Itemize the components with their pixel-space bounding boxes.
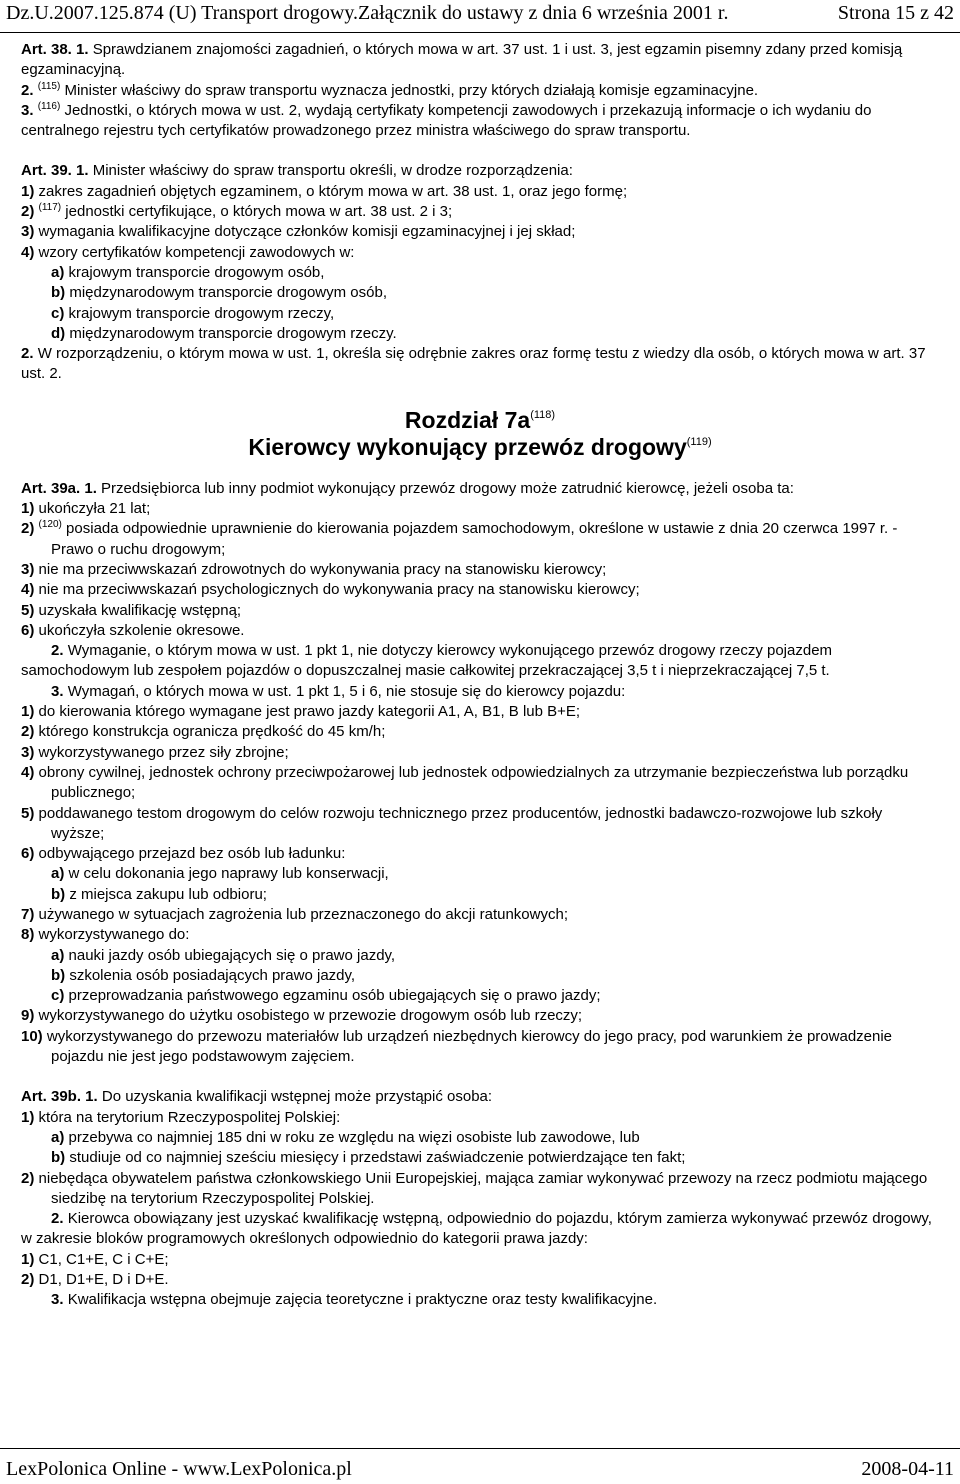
document-body <box>21 40 939 1311</box>
page-number: Strona 15 z 42 <box>837 2 954 24</box>
art39a-exempt8: 8) wykorzystywanego do: <box>21 926 190 944</box>
art39a-exempt10: 10) wykorzystywanego do przewozu materiałów lub urządzeń niezbędnych kierowcy do jego pracy, pod warunkiem że prowadzenie pojazdu nie jest jego podstawowym zajęciem. <box>21 1027 893 1066</box>
art39a-item1: 1) ukończyła 21 lat; <box>21 500 151 518</box>
art39b-cat1: 1) C1, C1+E, C i C+E; <box>21 1250 169 1268</box>
art39-item4-b: b) międzynarodowym transporcie drogowym osób, <box>51 284 387 302</box>
art39a-exempt6-b: b) z miejsca zakupu lub odbioru; <box>51 885 267 903</box>
art39-item4-a: a) krajowym transporcie drogowym osób, <box>51 263 325 281</box>
art39a-exempt8-a: a) nauki jazdy osób ubiegających się o prawo jazdy, <box>51 946 396 964</box>
art39b-item2: 2) niebędąca obywatelem państwa członkowskiego Unii Europejskiej, mająca zamiar wykonywać przewozy na rzecz podmiotu mającego siedzibę na terytorium Rzeczypospolitej Polskiej. <box>21 1169 928 1207</box>
footer-divider <box>0 1448 960 1449</box>
document-title: Dz.U.2007.125.874 (U) Transport drogowy.Załącznik do ustawy z dnia 6 września 2001 r. <box>6 2 729 24</box>
art39a-item2: 2) $^{(120)}$ posiada odpowiednie uprawnienie do kierowania pojazdem samochodowym, określone w ustawie z dnia 20 czerwca 1997 r. - Prawo o ruchu drogowym; <box>21 519 898 558</box>
art39-par1: Art. 39. 1. Minister właściwy do spraw transportu określi, w drodze rozporządzenia: <box>21 162 573 180</box>
art39a-exempt9: 9) wykorzystywanego do użytku osobistego w przewozie drogowym osób lub rzeczy; <box>21 1007 583 1025</box>
art39b-item1-b: b) studiuje od co najmniej sześciu miesięcy i przedstawi zaświadczenie potwierdzające ten fakt; <box>51 1149 686 1167</box>
art39a-exempt5: 5) poddawanego testom drogowym do celów rozwoju technicznego przez producentów, jednostki badawczo-rozwojowe lub szkoły wyższe; <box>21 804 883 842</box>
art39a-exempt1: 1) do kierowania którego wymagane jest prawo jazdy kategorii A1, A, B1, B lub B+E; <box>21 703 581 721</box>
art39-item1: 1) zakres zagadnień objętych egzaminem, o którym mowa w art. 38 ust. 1, oraz jego formę; <box>21 182 628 200</box>
art39a-par1: Art. 39a. 1. Przedsiębiorca lub inny podmiot wykonujący przewóz drogowy może zatrudnić kierowcę, jeżeli osoba ta: <box>21 479 794 497</box>
art39a-exempt2: 2) którego konstrukcja ogranicza prędkość do 45 km/h; <box>21 723 386 741</box>
art39b-par2: 2. Kierowca obowiązany jest uzyskać kwalifikację wstępną, odpowiednio do pojazdu, którym zamierza wykonywać przewóz drogowy, w zakresie bloków programowych określonych odpowiednio do kategorii prawa jazdy: <box>21 1210 932 1248</box>
art39-item4: 4) wzory certyfikatów kompetencji zawodowych w: <box>21 243 355 261</box>
art39a-exempt8-c: c) przeprowadzania państwowego egzaminu osób ubiegających się o prawo jazdy; <box>51 987 601 1005</box>
footer-source: LexPolonica Online - www.LexPolonica.pl <box>6 1458 352 1480</box>
art39-item3: 3) wymagania kwalifikacyjne dotyczące członków komisji egzaminacyjnej i jej skład; <box>21 223 576 241</box>
art39-item4-d: d) międzynarodowym transporcie drogowym rzeczy. <box>51 324 397 342</box>
art39-par2: 2. W rozporządzeniu, o którym mowa w ust. 1, określa się odrębnie zakres oraz formę testu z wiedzy dla osób, o których mowa w art. 37 ust. 2. <box>21 345 926 383</box>
art38-par1: Art. 38. 1. Sprawdzianem znajomości zagadnień, o których mowa w art. 37 ust. 1 i ust. 3, jest egzamin pisemny zdany przed komisją egzaminacyjną. <box>21 41 903 79</box>
art39b-cat2: 2) D1, D1+E, D i D+E. <box>21 1271 169 1289</box>
art39-item4-c: c) krajowym transporcie drogowym rzeczy, <box>51 304 335 322</box>
art39a-item5: 5) uzyskała kwalifikację wstępną; <box>21 601 242 619</box>
art39a-item6: 6) ukończyła szkolenie okresowe. <box>21 621 245 639</box>
art39a-par2: 2. Wymaganie, o którym mowa w ust. 1 pkt 1, nie dotyczy kierowcy wykonującego przewóz drogowy rzeczy pojazdem samochodowym lub zespołem pojazdów o dopuszczalnej masie całkowitej przekraczającej 3,5 t i nieprzekraczającej 7,5 t. <box>21 642 833 680</box>
art39b-item1-a: a) przebywa co najmniej 185 dni w roku ze względu na więzi osobiste lub zawodowe, lub <box>51 1128 640 1146</box>
page-footer <box>6 1457 954 1483</box>
art39a-par3: 3. Wymagań, o których mowa w ust. 1 pkt 1, 5 i 6, nie stosuje się do kierowcy pojazdu: <box>51 682 626 700</box>
art39a-exempt7: 7) używanego w sytuacjach zagrożenia lub przeznaczonego do akcji ratunkowych; <box>21 905 568 923</box>
art39b-par1: Art. 39b. 1. Do uzyskania kwalifikacji wstępnej może przystąpić osoba: <box>21 1088 493 1106</box>
header-divider <box>0 32 960 33</box>
art38-par3: 3. $^{(116)}$ Jednostki, o których mowa w ust. 2, wydają certyfikaty kompetencji zawodowych i przekazują informacje o ich wydaniu do centralnego rejestru tych certyfikatów prowadzonego przez ministra właściwego do spraw transportu. <box>21 100 872 140</box>
footer-date: 2008-04-11 <box>861 1458 954 1480</box>
art39b-item1: 1) która na terytorium Rzeczypospolitej Polskiej: <box>21 1108 341 1126</box>
art39a-exempt3: 3) wykorzystywanego przez siły zbrojne; <box>21 743 289 761</box>
art39-item2: 2) $^{(117)}$ jednostki certyfikujące, o których mowa w art. 38 ust. 2 i 3; <box>21 202 453 221</box>
art39a-exempt8-b: b) szkolenia osób posiadających prawo jazdy, <box>51 966 356 984</box>
page-header <box>6 1 954 29</box>
chapter-subtitle: Kierowcy wykonujący przewóz drogowy$^{(119)}$ <box>248 433 712 460</box>
art39a-exempt6: 6) odbywającego przejazd bez osób lub ładunku: <box>21 845 346 863</box>
art39a-item4: 4) nie ma przeciwwskazań psychologicznych do wykonywania pracy na stanowisku kierowcy; <box>21 581 640 599</box>
chapter-title: Rozdział $7a^{(118)}$ <box>404 406 556 433</box>
art39a-item3: 3) nie ma przeciwwskazań zdrowotnych do wykonywania pracy na stanowisku kierowcy; <box>21 560 607 578</box>
art39a-exempt6-a: a) w celu dokonania jego naprawy lub konserwacji, <box>51 865 389 883</box>
art39b-par3: 3. Kwalifikacja wstępna obejmuje zajęcia teoretyczne i praktyczne oraz testy kwalifikacyjne. <box>51 1291 658 1309</box>
art39a-exempt4: 4) obrony cywilnej, jednostek ochrony przeciwpożarowej lub jednostek odpowiedzialnych za utrzymanie bezpieczeństwa lub porządku publicznego; <box>21 763 909 802</box>
art38-par2: 2. $^{(115)}$ Minister właściwy do spraw transportu wyznacza jednostki, przy których działają komisje egzaminacyjne. <box>21 80 759 99</box>
